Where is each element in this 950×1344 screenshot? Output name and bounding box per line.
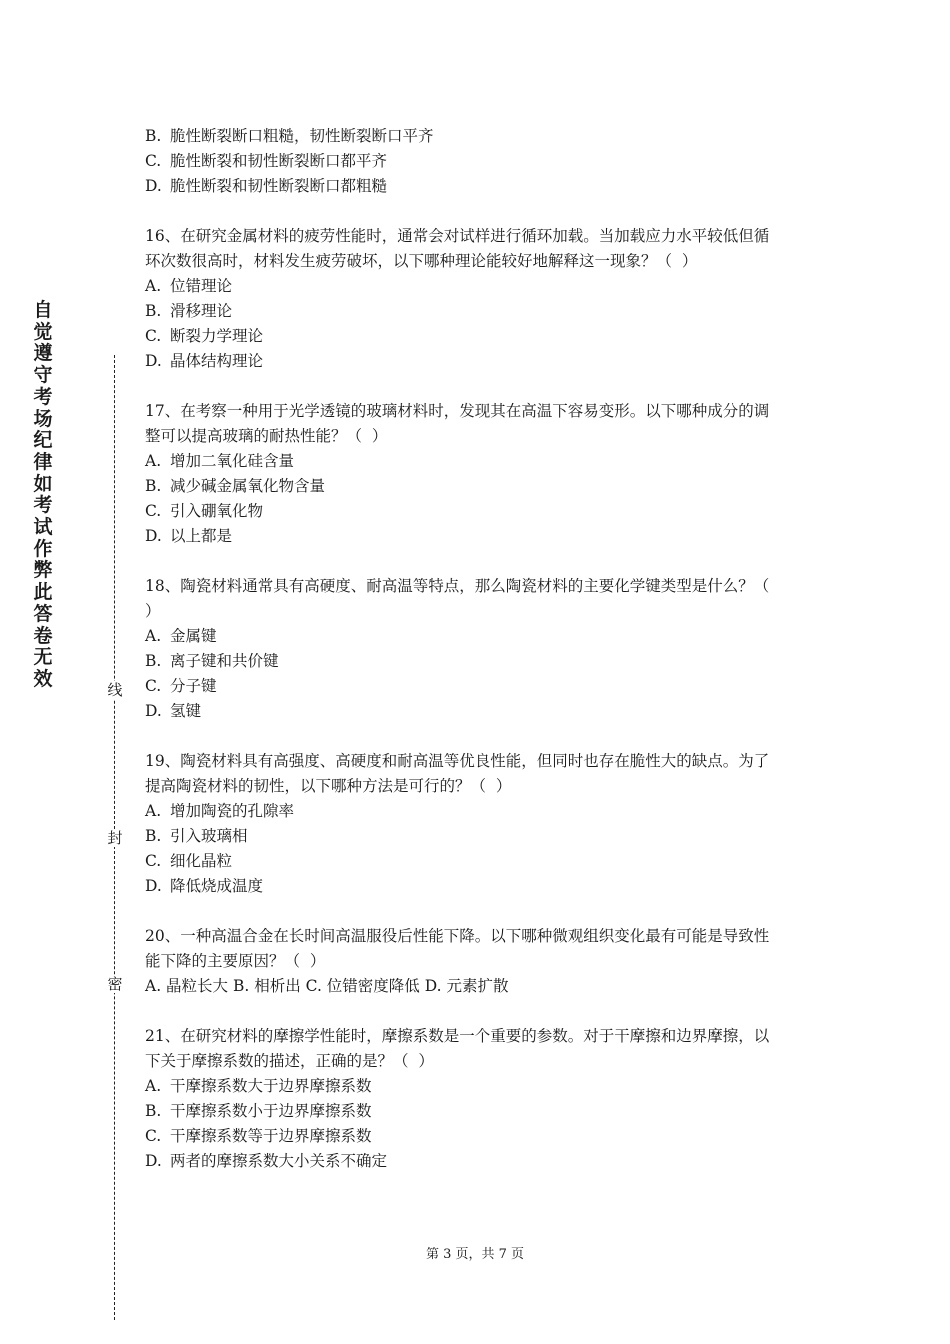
question-stem: 21、在研究材料的摩擦学性能时，摩擦系数是一个重要的参数。对于干摩擦和边界摩擦，以 [145,1027,770,1045]
question-20 [145,924,810,999]
exam-discipline-warning: 自觉遵守考场纪律如考试作弊此答卷无效 [33,299,53,690]
option-d: D. 两者的摩擦系数大小关系不确定 [145,1152,388,1170]
question-stem: 能下降的主要原因？（ ） [145,952,326,970]
option-a: A. 金属键 [145,627,217,645]
option-a: A. 增加二氧化硅含量 [145,452,295,470]
question-stem: 17、在考察一种用于光学透镜的玻璃材料时，发现其在高温下容易变形。以下哪种成分的调 [145,402,770,420]
question-21 [145,1024,810,1174]
option: D. 脆性断裂和韧性断裂断口都粗糙 [145,177,388,195]
option-d: D. 晶体结构理论 [145,352,264,370]
option-b: B. 离子键和共价键 [145,652,279,670]
binding-mark-xian: 线 [104,681,126,699]
option-b: B. 引入玻璃相 [145,827,248,845]
option-a: A. 位错理论 [145,277,233,295]
binding-mark-feng: 封 [104,829,126,847]
question-19 [145,749,810,899]
question-stem: 整可以提高玻璃的耐热性能？（ ） [145,427,388,445]
question-stem: 环次数很高时，材料发生疲劳破坏，以下哪种理论能较好地解释这一现象？（ ） [145,252,698,270]
option-c: C. 断裂力学理论 [145,327,264,345]
option: C. 脆性断裂和韧性断裂断口都平齐 [145,152,388,170]
question-stem: 20、一种高温合金在长时间高温服役后性能下降。以下哪种微观组织变化最有可能是导致性 [145,927,770,945]
option-d: D. 降低烧成温度 [145,877,264,895]
question-stem: 提高陶瓷材料的韧性，以下哪种方法是可行的？（ ） [145,777,512,795]
option-c: C. 引入硼氧化物 [145,502,264,520]
option-c: C. 细化晶粒 [145,852,233,870]
option-b: B. 滑移理论 [145,302,233,320]
carryover-options [145,124,810,199]
option-d: D. 氢键 [145,702,202,720]
question-17 [145,399,810,549]
option-a: A. 干摩擦系数大于边界摩擦系数 [145,1077,372,1095]
option-d: D. 以上都是 [145,527,233,545]
question-stem: 19、陶瓷材料具有高强度、高硬度和耐高温等优良性能，但同时也存在脆性大的缺点。为了 [145,752,770,770]
page-footer: 第 3 页，共 7 页 [425,1247,525,1262]
option: B. 脆性断裂断口粗糙，韧性断裂断口平齐 [145,127,434,145]
option-a: A. 增加陶瓷的孔隙率 [145,802,295,820]
option-c: C. 干摩擦系数等于边界摩擦系数 [145,1127,372,1145]
option-b: B. 干摩擦系数小于边界摩擦系数 [145,1102,372,1120]
question-stem: 16、在研究金属材料的疲劳性能时，通常会对试样进行循环加载。当加载应力水平较低但循 [145,227,770,245]
question-16 [145,224,810,374]
inline-options: A. 晶粒长大 B. 相析出 C. 位错密度降低 D. 元素扩散 [145,977,509,995]
question-stem: ） [145,602,161,620]
question-content [145,124,810,1174]
question-stem: 18、陶瓷材料通常具有高硬度、耐高温等特点，那么陶瓷材料的主要化学键类型是什么？（ [145,577,770,595]
option-b: B. 减少碱金属氧化物含量 [145,477,326,495]
question-18 [145,574,810,724]
question-stem: 下关于摩擦系数的描述，正确的是？（ ） [145,1052,434,1070]
option-c: C. 分子键 [145,677,217,695]
binding-mark-mi: 密 [104,975,126,993]
